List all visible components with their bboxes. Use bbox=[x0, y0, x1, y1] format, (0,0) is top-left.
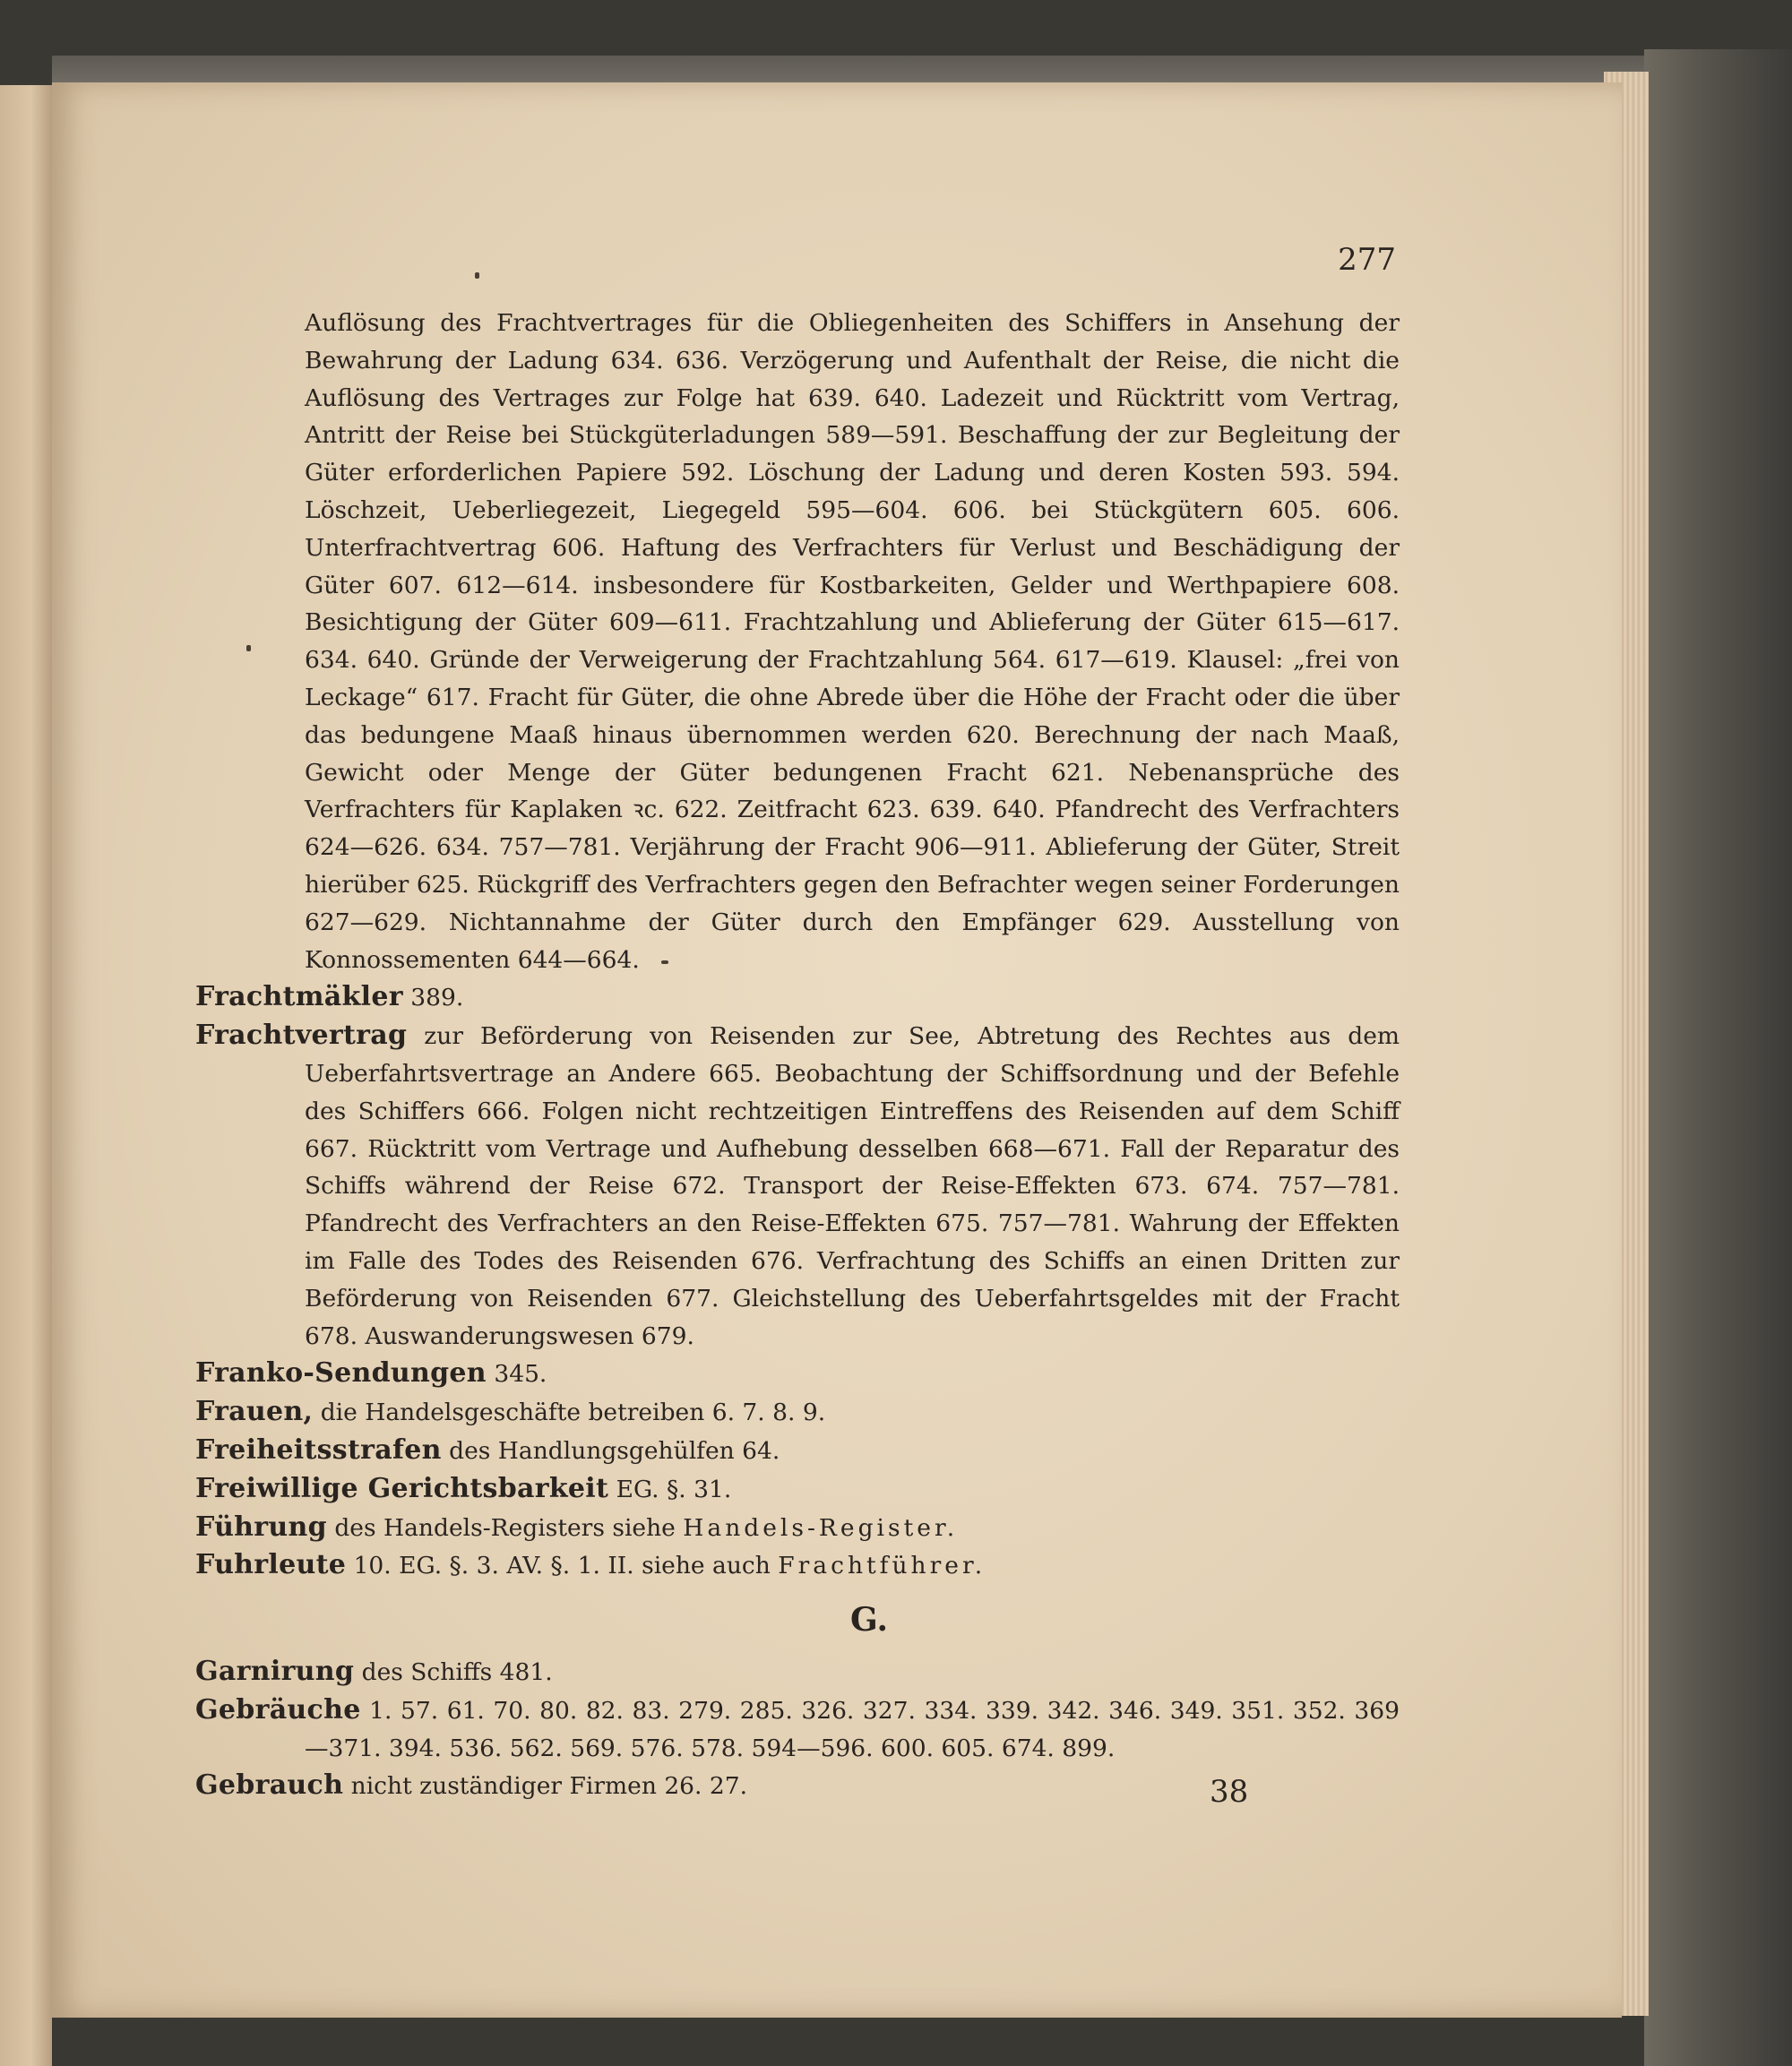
section-letter-heading: G. bbox=[850, 1601, 888, 1640]
index-entry-fuehrung bbox=[195, 1509, 1400, 1547]
index-entry-text: 389. bbox=[402, 984, 464, 1012]
index-entry-garnirung bbox=[195, 1653, 1400, 1692]
index-entry-frachtmakler bbox=[195, 978, 1400, 1017]
index-entry-text: des Handels-Registers siehe bbox=[326, 1513, 684, 1542]
index-entry-freiwillige bbox=[195, 1470, 1400, 1509]
index-entry-headword: Freiwillige Gerichtsbarkeit bbox=[195, 1472, 609, 1504]
page-number: 277 bbox=[1338, 242, 1396, 278]
index-entry-franko bbox=[195, 1355, 1400, 1393]
index-entry-cross-reference: Handels-Register. bbox=[683, 1513, 959, 1542]
index-entry-headword: Führung bbox=[195, 1511, 327, 1543]
index-entry-headword: Garnirung bbox=[195, 1656, 355, 1688]
index-entry-headword: Frauen, bbox=[195, 1396, 314, 1428]
previous-page-edge bbox=[0, 85, 52, 2066]
index-entry-text: zur Beförderung von Reisenden zur See, Abtretung des Rechtes aus dem Ueberfahrtsvertrage an Andere 665. Beobachtung der Schiffsordnung und der Befehle des Schiffers 666. Folgen nicht rechtzeitigen Eintreffens des Reisenden auf dem Schiff 667. Rücktritt vom Vertrage und Aufhebung desselben 668—671. Fall der Reparatur des Schiffs während der Reise 672. Transport der Reise-Effekten 673. 674. 757—781. Pfandrecht des Verfrachters an den Reise-Effekten 675. 757—781. Wahrung der Effekten im Falle des Todes des Reisenden 676. Verfrachtung des Schiffs an einen Dritten zur Beförderung von Reisenden 677. Gleichstellung des Ueberfahrtsgeldes mit der Fracht 678. Auswanderungswesen 679. bbox=[305, 1022, 1400, 1350]
index-entry-headword: Gebräuche bbox=[195, 1693, 361, 1726]
index-entry-text: die Handelsgeschäfte betreiben 6. 7. 8. 9. bbox=[313, 1399, 826, 1427]
index-entry-text: Auflösung des Frachtvertrages für die Obliegenheiten des Schiffers in Ansehung der Bewahrung der Ladung 634. 636. Verzögerung und Aufenthalt der Reise, die nicht die Auflösung des Vertrages zur Folge hat 639. 640. Ladezeit und Rücktritt vom Vertrag, Antritt der Reise bei Stückgüterladungen 589—591. Beschaffung der zur Begleitung der Güter erforderlichen Papiere 592. Löschung der Ladung und deren Kosten 593. 594. Löschzeit, Ueberliegezeit, Liegegeld 595—604. 606. bei Stückgütern 605. 606. Unterfrachtvertrag 606. Haftung des Verfrachters für Verlust und Beschädigung der Güter 607. 612—614. insbesondere für Kostbarkeiten, Gelder und Werthpapiere 608. Besichtigung der Güter 609—611. Frachtzahlung und Ablieferung der Güter 615—617. 634. 640. Gründe der Verweigerung der Frachtzahlung 564. 617—619. Klausel: „frei von Leckage“ 617. Fracht für Güter, die ohne Abrede über die Höhe der Fracht oder die über das bedungene Maaß hinaus übernommen werden 620. Berechnung der nach Maaß, Gewicht oder Menge der Güter bedungenen Fracht 621. Nebenansprüche des Verfrachters für Kaplaken ꝛc. 622. Zeitfracht 623. 639. 640. Pfandrecht des Verfrachters 624—626. 634. 757—781. Verjährung der Fracht 906—911. Ablieferung der Güter, Streit hierüber 625. Rückgriff des Verfrachters gegen den Befrachter wegen seiner Forderungen 627—629. Nichtannahme der Güter durch den Empfänger 629. Ausstellung von Konnossementen 644—664. bbox=[305, 309, 1400, 974]
index-entry-cont-fracht bbox=[195, 305, 1400, 978]
index-entry-freiheitsstrafen bbox=[195, 1432, 1400, 1470]
ink-speck bbox=[475, 272, 479, 279]
index-entry-headword: Franko-Sendungen bbox=[195, 1357, 487, 1390]
index-entry-gebraeuche bbox=[195, 1692, 1400, 1768]
index-entry-text: EG. §. 31. bbox=[608, 1475, 732, 1503]
index-entry-headword: Fuhrleute bbox=[195, 1549, 347, 1581]
printer-signature-mark: 38 bbox=[1210, 1774, 1249, 1810]
index-entry-text: des Schiffs 481. bbox=[354, 1658, 553, 1687]
index-entry-frauen bbox=[195, 1393, 1400, 1432]
index-entry-headword: Frachtvertrag bbox=[195, 1020, 408, 1052]
index-entry-text: 10. EG. §. 3. AV. §. 1. II. siehe auch bbox=[346, 1552, 779, 1580]
book-cover-right-edge bbox=[1644, 49, 1792, 2066]
index-entry-text: des Handlungsgehülfen 64. bbox=[441, 1436, 780, 1465]
index-entry-headword: Freiheitsstrafen bbox=[195, 1433, 442, 1466]
index-entry-fuhrleute bbox=[195, 1546, 1400, 1585]
index-entry-frachtvertrag bbox=[195, 1017, 1400, 1355]
index-entries-f bbox=[195, 305, 1400, 1585]
index-entry-cross-reference: Frachtführer. bbox=[778, 1552, 986, 1580]
index-entry-text: 345. bbox=[486, 1360, 547, 1389]
index-entry-text: nicht zuständiger Firmen 26. 27. bbox=[343, 1772, 748, 1801]
index-entry-headword: Gebrauch bbox=[195, 1769, 344, 1802]
index-entry-text: 1. 57. 61. 70. 80. 82. 83. 279. 285. 326. 327. 334. 339. 342. 346. 349. 351. 352. 369—371. 394. 536. 562. 569. 576. 578. 594—596. 600. 605. 674. 899. bbox=[305, 1696, 1400, 1762]
index-text-block bbox=[195, 305, 1400, 1805]
index-entry-headword: Frachtmäkler bbox=[195, 981, 403, 1013]
